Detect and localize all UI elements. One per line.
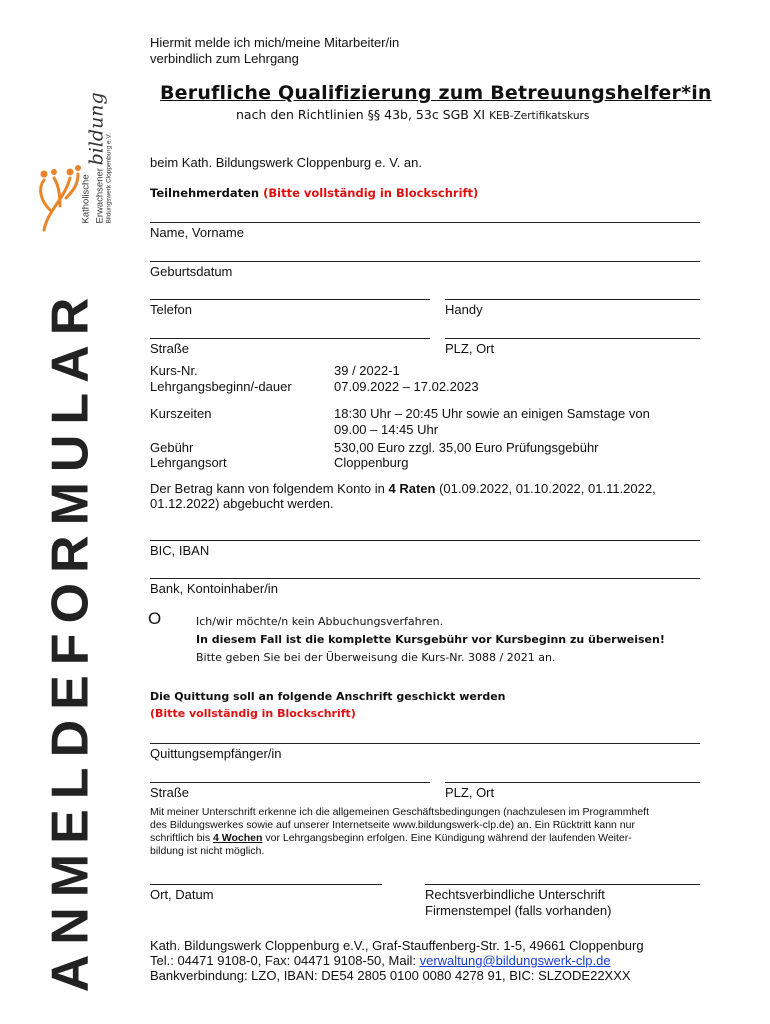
participant-heading-note: (Bitte vollständig in Blockschrift) — [263, 186, 479, 200]
logo-sub: Bildungswerk Cloppenburg e.V. — [105, 133, 113, 224]
payment-text-line1: Der Betrag kann von folgendem Konto in 4 Raten (01.09.2022, 01.10.2022, 01.11.2022, — [150, 481, 656, 496]
signature-label: Rechtsverbindliche Unterschrift — [425, 887, 605, 902]
course-fee-value: 530,00 Euro zzgl. 35,00 Euro Prüfungsgebühr — [334, 440, 599, 455]
footer-email-link[interactable]: verwaltung@bildungswerk-clp.de — [419, 953, 611, 968]
terms-line4: bildung ist nicht möglich. — [150, 845, 265, 857]
name-label: Name, Vorname — [150, 225, 244, 240]
organizer-line: beim Kath. Bildungswerk Cloppenburg e. V. an. — [150, 155, 422, 170]
stamp-label: Firmenstempel (falls vorhanden) — [425, 903, 612, 918]
receipt-heading: Die Quittung soll an folgende Anschrift geschickt werden — [150, 690, 506, 703]
course-number-label: Kurs-Nr. — [150, 363, 198, 378]
receipt-recipient-label: Quittungsempfänger/in — [150, 746, 282, 761]
logo-line2: Erwachsener — [94, 168, 106, 224]
footer-contact: Tel.: 04471 9108-0, Fax: 04471 9108-50, Mail: verwaltung@bildungswerk-clp.de — [150, 953, 611, 968]
side-title: ANMELDEFORMULAR — [41, 287, 100, 993]
payment-installments: 4 Raten — [388, 481, 436, 496]
bic-iban-label: BIC, IBAN — [150, 543, 210, 558]
intro-line2: verbindlich zum Lehrgang — [150, 51, 299, 66]
course-times-value2: 09.00 – 14:45 Uhr — [334, 422, 439, 437]
receipt-zip-label: PLZ, Ort — [445, 785, 495, 800]
terms-line1: Mit meiner Unterschrift erkenne ich die allgemeinen Geschäftsbedingungen (nachzulesen im Programmheft — [150, 806, 650, 818]
course-times-value1: 18:30 Uhr – 20:45 Uhr sowie an einigen Samstage von — [334, 406, 650, 421]
receipt-heading-note: (Bitte vollständig in Blockschrift) — [150, 707, 356, 720]
name-field[interactable] — [150, 222, 700, 223]
place-date-field[interactable] — [150, 884, 382, 885]
option-line3: Bitte geben Sie bei der Überweisung die Kurs-Nr. 3088 / 2021 an. — [196, 651, 556, 664]
street-field[interactable] — [150, 338, 430, 339]
mobile-field[interactable] — [445, 299, 700, 300]
option-line1: Ich/wir möchte/n kein Abbuchungsverfahren. — [196, 615, 444, 628]
subtitle-main: nach den Richtlinien §§ 43b, 53c SGB XI — [236, 107, 486, 122]
no-direct-debit-checkbox[interactable]: O — [148, 609, 162, 628]
bank-holder-label: Bank, Kontoinhaber/in — [150, 581, 278, 596]
birthdate-field[interactable] — [150, 261, 700, 262]
receipt-street-field[interactable] — [150, 782, 430, 783]
street-label: Straße — [150, 341, 190, 356]
option-line2: In diesem Fall ist die komplette Kursgebühr vor Kursbeginn zu überweisen! — [196, 633, 665, 646]
course-times-label: Kurszeiten — [150, 406, 212, 421]
participant-heading: Teilnehmerdaten — [150, 186, 260, 200]
course-place-value: Cloppenburg — [334, 455, 409, 470]
bank-holder-field[interactable] — [150, 578, 700, 579]
logo-word: bildung — [85, 92, 108, 166]
signature-field[interactable] — [425, 884, 700, 885]
payment-text-line2: 01.12.2022) abgebucht werden. — [150, 496, 334, 511]
course-start-value: 07.09.2022 – 17.02.2023 — [334, 379, 479, 394]
logo-line1: Katholische — [80, 174, 92, 224]
receipt-recipient-field[interactable] — [150, 743, 700, 744]
zip-city-field[interactable] — [445, 338, 700, 339]
page-title: Berufliche Qualifizierung zum Betreuungshelfer*in — [160, 82, 712, 104]
zip-city-label: PLZ, Ort — [445, 341, 495, 356]
mobile-label: Handy — [445, 302, 483, 317]
receipt-street-label: Straße — [150, 785, 190, 800]
course-start-label: Lehrgangsbeginn/-dauer — [150, 379, 292, 394]
course-fee-label: Gebühr — [150, 440, 194, 455]
organization-logo — [30, 60, 113, 240]
terms-notice-period: 4 Wochen — [213, 832, 263, 844]
terms-line2: des Bildungswerkes sowie auf unserer Internetseite www.bildungswerk-clp.de) an. Ein Rücktritt kann nur — [150, 819, 635, 831]
subtitle-small: KEB-Zertifikatskurs — [489, 110, 590, 122]
course-number-value: 39 / 2022-1 — [334, 363, 400, 378]
footer-bank: Bankverbindung: LZO, IBAN: DE54 2805 0100 0080 4278 91, BIC: SLZODE22XXX — [150, 968, 631, 983]
birthdate-label: Geburtsdatum — [150, 264, 233, 279]
phone-field[interactable] — [150, 299, 430, 300]
receipt-zip-field[interactable] — [445, 782, 700, 783]
place-date-label: Ort, Datum — [150, 887, 214, 902]
intro-line1: Hiermit melde ich mich/meine Mitarbeiter/in — [150, 35, 400, 50]
bic-iban-field[interactable] — [150, 540, 700, 541]
phone-label: Telefon — [150, 302, 192, 317]
course-place-label: Lehrgangsort — [150, 455, 227, 470]
terms-line3: schriftlich bis 4 Wochen vor Lehrgangsbeginn erfolgen. Eine Kündigung während der laufenden Weiter- — [150, 832, 632, 844]
footer-address: Kath. Bildungswerk Cloppenburg e.V., Graf-Stauffenberg-Str. 1-5, 49661 Cloppenburg — [150, 938, 644, 953]
